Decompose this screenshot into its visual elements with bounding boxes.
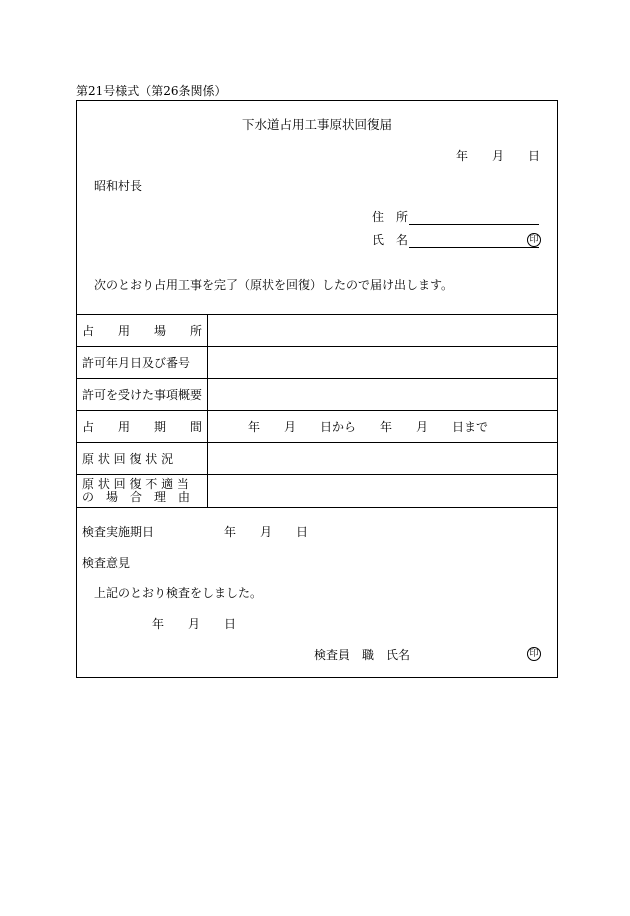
inspector-label: 検査員 職 氏名: [314, 648, 411, 662]
label-occupancy-location: 占 用 場 所: [82, 324, 203, 338]
address-field[interactable]: [409, 210, 539, 225]
inspection-opinion-label: 検査意見: [82, 556, 131, 570]
label-permit-date-number: 許可年月日及び番号: [82, 356, 191, 370]
date-year-label: 年: [456, 149, 469, 163]
inspection-sign-date: 年 月 日: [152, 617, 237, 631]
inspection-date-value: 年 月 日: [224, 525, 309, 539]
occupancy-location-field[interactable]: [209, 316, 555, 345]
addressee: 昭和村長: [94, 179, 143, 193]
seal-icon: 印: [527, 233, 541, 247]
row-divider: [76, 346, 558, 347]
inspector-seal-icon: 印: [527, 647, 541, 661]
row-divider: [76, 442, 558, 443]
label-unsuitable-reason-line1: 原 状 回 復 不 適 当: [82, 477, 189, 491]
occupancy-period-value: 年 月 日から 年 月 日まで: [248, 420, 489, 434]
label-permitted-matters: 許可を受けた事項概要: [82, 388, 203, 402]
row-divider: [76, 378, 558, 379]
date-day-label: 日: [528, 149, 541, 163]
label-occupancy-period: 占 用 期 間: [82, 420, 203, 434]
inspected-statement: 上記のとおり検査をしました。: [94, 586, 263, 600]
address-label: 住 所: [372, 210, 409, 224]
form-title: 下水道占用工事原状回復届: [241, 117, 392, 132]
permitted-matters-field[interactable]: [209, 380, 555, 409]
inspection-date-label: 検査実施期日: [82, 525, 155, 539]
statement-text: 次のとおり占用工事を完了（原状を回復）したので届け出します。: [94, 278, 454, 292]
column-divider: [207, 314, 208, 507]
name-field[interactable]: [409, 233, 539, 248]
form-number: 第21号様式（第26条関係）: [76, 84, 227, 98]
permit-date-number-field[interactable]: [209, 348, 555, 377]
unsuitable-reason-field[interactable]: [209, 476, 555, 506]
row-divider: [76, 410, 558, 411]
date-month-label: 月: [492, 149, 505, 163]
restoration-status-field[interactable]: [209, 444, 555, 473]
table-bottom-border: [76, 507, 558, 508]
table-top-border: [76, 314, 558, 315]
label-unsuitable-reason-line2: の 場 合 理 由: [82, 490, 191, 504]
label-restoration-status: 原 状 回 復 状 況: [82, 452, 174, 466]
row-divider: [76, 474, 558, 475]
name-label: 氏 名: [372, 233, 409, 247]
submission-date: [456, 149, 540, 163]
